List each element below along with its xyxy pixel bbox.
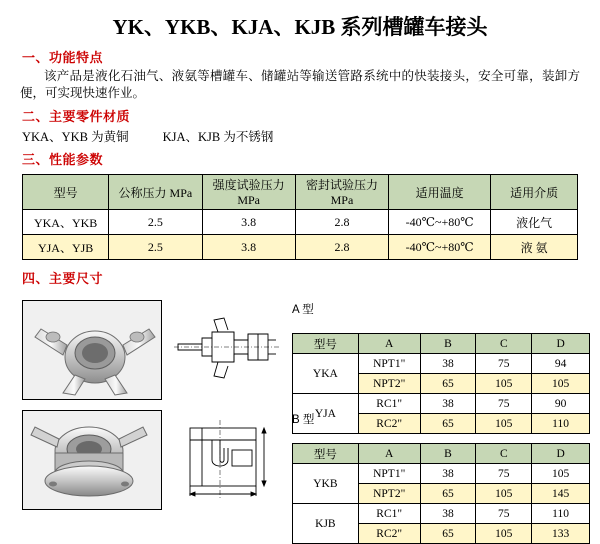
- coupling-photo-a-graphic: [23, 301, 161, 399]
- section-heading-performance: 三、性能参数: [22, 152, 104, 167]
- dim-b-cell: 105: [476, 484, 532, 504]
- dim-a-cell: 105: [476, 414, 532, 434]
- dim-b-header-a: A: [358, 444, 420, 464]
- dim-a-cell: NPT1": [358, 354, 420, 374]
- perf-cell-medium: 液 氨: [491, 235, 578, 260]
- table-row: [293, 354, 590, 374]
- dim-b-cell: 105: [476, 524, 532, 544]
- product-photo-type-b: [22, 410, 162, 510]
- perf-cell-nominal: 2.5: [109, 235, 202, 260]
- dim-b-cell: 145: [532, 484, 590, 504]
- perf-header-temperature: 适用温度: [389, 175, 491, 210]
- perf-header-nominal-pressure: 公称压力 MPa: [109, 175, 202, 210]
- dim-a-model-yka: YKA: [293, 354, 359, 394]
- drawing-a-graphic: [172, 300, 282, 400]
- page-title: YK、YKB、KJA、KJB 系列槽罐车接头: [112, 15, 488, 39]
- dim-b-cell: 38: [420, 464, 476, 484]
- dim-a-cell: 90: [532, 394, 590, 414]
- features-body-text: 该产品是液化石油气、液氨等槽罐车、储罐站等输送管路系统中的快装接头，安全可靠，装卸方便，可实现快速作业。: [20, 69, 580, 100]
- dim-a-header-b: B: [420, 334, 476, 354]
- dim-b-header-b: B: [420, 444, 476, 464]
- perf-header-seal-pressure: 密封试验压力 MPa: [295, 175, 388, 210]
- section-heading-materials: 二、主要零件材质: [22, 109, 131, 124]
- dim-a-cell: 65: [420, 374, 476, 394]
- perf-cell-temp: -40℃~+80℃: [389, 235, 491, 260]
- perf-cell-model: YJA、YJB: [23, 235, 109, 260]
- perf-cell-temp: -40℃~+80℃: [389, 210, 491, 235]
- dim-a-model-yja: YJA: [293, 394, 359, 434]
- dim-a-cell: 105: [532, 374, 590, 394]
- dim-a-cell: 94: [532, 354, 590, 374]
- dim-a-header-c: C: [476, 334, 532, 354]
- table-row: [293, 504, 590, 524]
- dim-b-header-model: 型号: [293, 444, 359, 464]
- perf-header-medium: 适用介质: [491, 175, 578, 210]
- performance-table-wrapper: [22, 174, 600, 260]
- dimension-table-b-wrapper: [292, 414, 590, 544]
- dim-b-cell: 65: [420, 484, 476, 504]
- dim-b-cell: RC1": [358, 504, 420, 524]
- dim-b-cell: 110: [532, 504, 590, 524]
- technical-drawing-type-a: [172, 300, 282, 400]
- dimension-table-b: [292, 443, 590, 544]
- section-heading-features: 一、功能特点: [22, 50, 104, 65]
- dim-b-model-ykb: YKB: [293, 464, 359, 504]
- dim-a-cell: 105: [476, 374, 532, 394]
- table-row: [23, 235, 578, 260]
- perf-cell-nominal: 2.5: [109, 210, 202, 235]
- type-b-label: B 型: [292, 414, 315, 426]
- dim-b-cell: NPT1": [358, 464, 420, 484]
- table-header-row: [293, 444, 590, 464]
- perf-cell-seal: 2.8: [295, 235, 388, 260]
- material-brass-text: YKA、YKB 为黄铜: [22, 130, 129, 144]
- dim-b-header-c: C: [476, 444, 532, 464]
- dim-b-cell: 75: [476, 464, 532, 484]
- perf-cell-seal: 2.8: [295, 210, 388, 235]
- dim-b-cell: NPT2": [358, 484, 420, 504]
- dim-a-cell: 38: [420, 354, 476, 374]
- section-heading-dimensions: 四、主要尺寸: [22, 271, 104, 286]
- material-steel-text: KJA、KJB 为不锈钢: [162, 130, 274, 144]
- perf-cell-model: YKA、YKB: [23, 210, 109, 235]
- perf-cell-medium: 液化气: [491, 210, 578, 235]
- dim-a-cell: 38: [420, 394, 476, 414]
- dim-a-header-a: A: [358, 334, 420, 354]
- perf-cell-strength: 3.8: [202, 210, 295, 235]
- dim-b-cell: 65: [420, 524, 476, 544]
- dim-b-cell: 105: [532, 464, 590, 484]
- product-photo-type-a: [22, 300, 162, 400]
- dim-b-cell: 75: [476, 504, 532, 524]
- dim-a-cell: 75: [476, 394, 532, 414]
- table-row: [293, 464, 590, 484]
- coupling-photo-b-graphic: [23, 411, 161, 509]
- dim-b-cell: 38: [420, 504, 476, 524]
- dim-a-cell: RC2": [358, 414, 420, 434]
- dim-a-header-model: 型号: [293, 334, 359, 354]
- dim-b-cell: 133: [532, 524, 590, 544]
- table-row: [23, 210, 578, 235]
- dim-b-model-kjb: KJB: [293, 504, 359, 544]
- document-page: [0, 11, 600, 540]
- dim-a-cell: RC1": [358, 394, 420, 414]
- perf-header-model: 型号: [23, 175, 109, 210]
- dim-b-header-d: D: [532, 444, 590, 464]
- dim-a-cell: 110: [532, 414, 590, 434]
- dim-a-cell: NPT2": [358, 374, 420, 394]
- dim-b-cell: RC2": [358, 524, 420, 544]
- technical-drawing-type-b: [172, 410, 282, 510]
- perf-header-strength-pressure: 强度试验压力 MPa: [202, 175, 295, 210]
- perf-cell-strength: 3.8: [202, 235, 295, 260]
- drawing-b-graphic: [172, 410, 282, 510]
- dim-a-header-d: D: [532, 334, 590, 354]
- materials-body-text: [22, 127, 600, 145]
- dim-a-cell: 75: [476, 354, 532, 374]
- dim-a-cell: 65: [420, 414, 476, 434]
- table-header-row: [293, 334, 590, 354]
- type-a-label: A 型: [292, 304, 314, 316]
- table-header-row: [23, 175, 578, 210]
- performance-table: [22, 174, 578, 260]
